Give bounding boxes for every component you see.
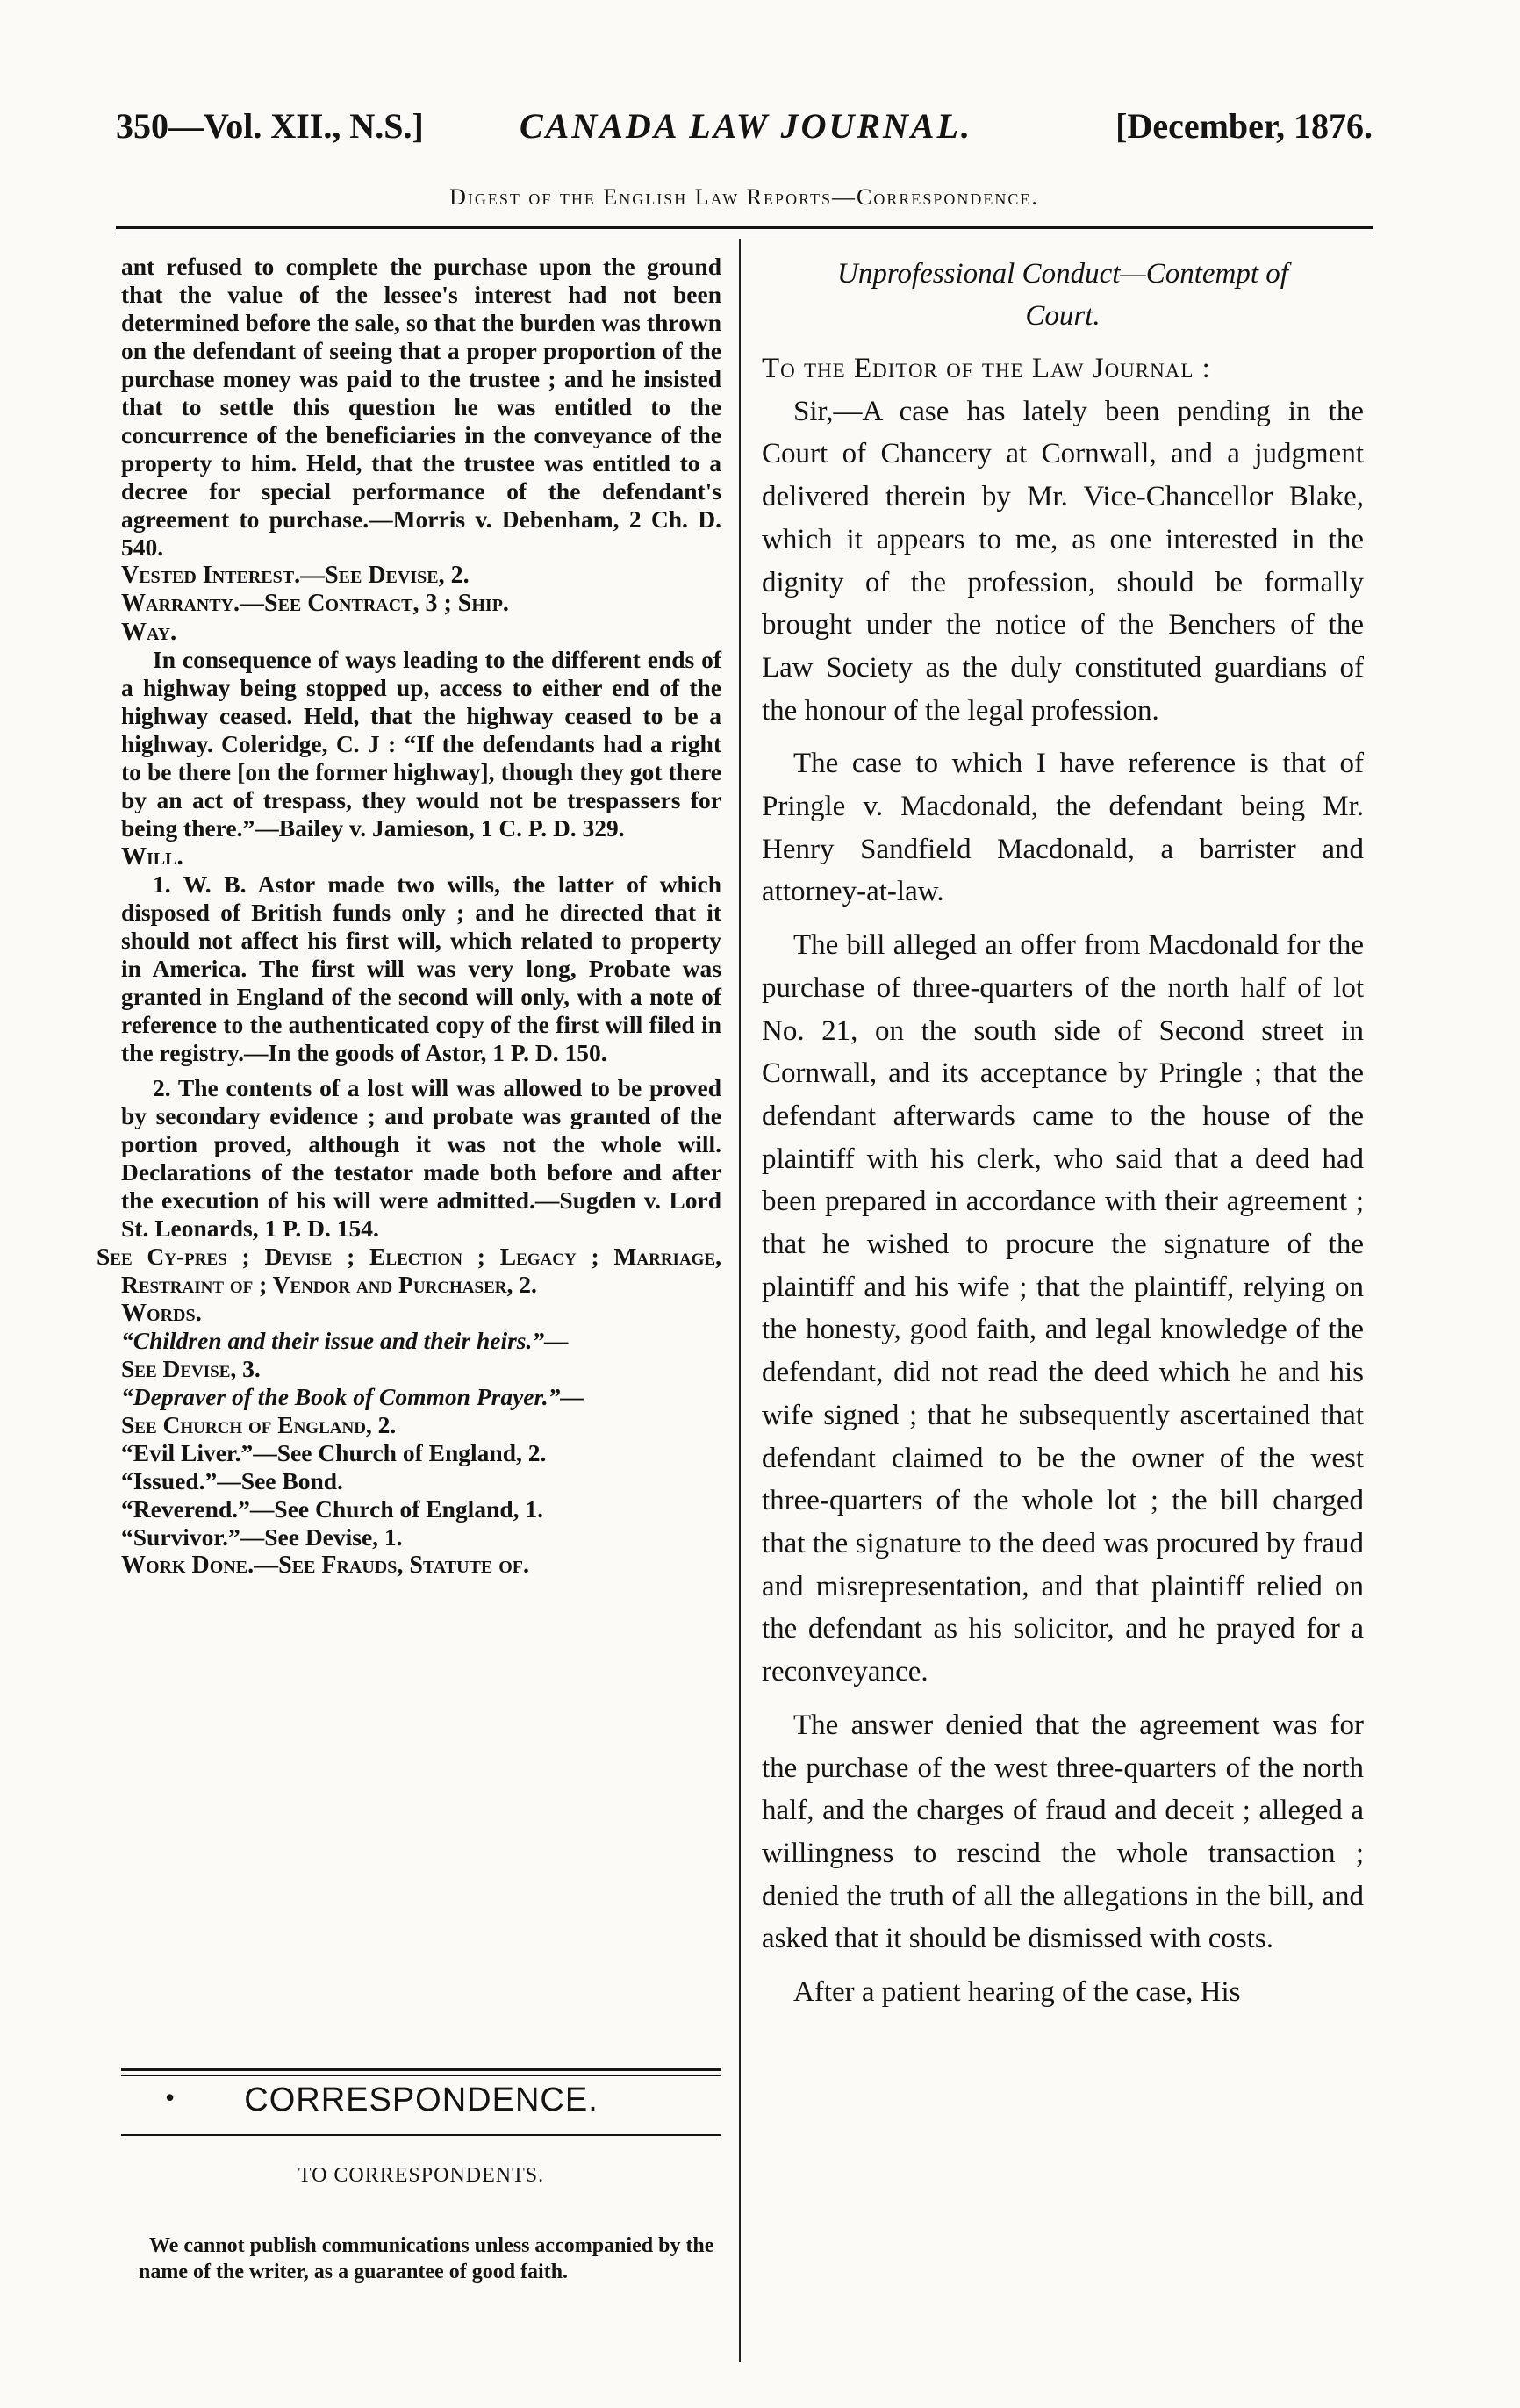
words-item-1-ref: See Devise, 3. bbox=[121, 1355, 261, 1382]
left-column bbox=[97, 253, 721, 1580]
entry-warranty: Warranty.—See Contract, 3 ; Ship. bbox=[121, 590, 509, 617]
journal-title: CANADA LAW JOURNAL. bbox=[520, 106, 973, 146]
entry-will-heading: Will. bbox=[121, 842, 183, 871]
letter-paragraph-1: Sir,—A case has lately been pending in the Court of Chancery at Cornwall, and a judgment delivered therein by Mr. Vice-Chancellor Blake, which it appears to me, as one interested in the dignity of the profession, should be formally brought under the notice of the Benchers of the Law Society as the duly constituted guardians of the honour of the legal profession. bbox=[762, 395, 1364, 727]
words-item-2-ref: See Church of England, 2. bbox=[121, 1411, 397, 1438]
words-item-4: “Issued.”—See Bond. bbox=[121, 1467, 343, 1494]
words-item-2 bbox=[121, 1383, 721, 1411]
words-item-1-text: “Children and their issue and their heirs.”— bbox=[121, 1327, 569, 1354]
issue-date: [December, 1876. bbox=[1115, 106, 1373, 146]
letter-paragraph-5: After a patient hearing of the case, His bbox=[793, 1976, 1241, 2009]
correspondence-heading: CORRESPONDENCE. bbox=[244, 2082, 599, 2118]
entry-way-heading: Way. bbox=[121, 618, 177, 646]
correspondence-note: We cannot publish communications unless accompanied by the name of the writer, as a guarantee of good faith. bbox=[139, 2234, 714, 2283]
digest-paragraph-trustee: ant refused to complete the purchase upon the ground that the value of the lessee's interest had not been determined before the sale, so that the burden was thrown on the defendant of seeing that a proper proportion of the purchase money was paid to the trustee ; and he insisted that to settle this question he was entitled to the concurrence of the beneficiaries in the conveyance of the property to him. Held, that the trustee was entitled to a decree for special performance of the defendant's agreement to purchase.—Morris v. Debenham, 2 Ch. D. 540. bbox=[121, 253, 721, 561]
entry-will-2: 2. The contents of a lost will was allowed to be proved by secondary evidence ; and probate was granted of the portion proved, although it was not the whole will. Declarations of the testator made both before and after the execution of his will were admitted.—Sugden v. Lord St. Leonards, 1 P. D. 154. bbox=[121, 1074, 721, 1242]
letter-title-line-2: Court. bbox=[1025, 300, 1101, 332]
column-divider bbox=[739, 239, 741, 2362]
words-item-2-text: “Depraver of the Book of Common Prayer.”— bbox=[121, 1383, 584, 1410]
letter-paragraph-2: The case to which I have reference is that of Pringle v. Macdonald, the defendant being Mr. Henry Sandfield Macdonald, a barrister and attorney-at-law. bbox=[762, 748, 1364, 908]
letter-paragraph-4: The answer denied that the agreement was for the purchase of the west three-quarters of the north half, and the charges of fraud and deceit ; alleged a willingness to rescind the whole transaction ; denied the truth of all the allegations in the bill, and asked that it should be dismissed with costs. bbox=[762, 1709, 1364, 1955]
words-item-6: “Survivor.”—See Devise, 1. bbox=[121, 1523, 403, 1551]
header-rule bbox=[116, 226, 1373, 233]
letter-title bbox=[762, 253, 1364, 337]
right-column bbox=[762, 253, 1364, 2025]
words-item-5: “Reverend.”—See Church of England, 1. bbox=[121, 1495, 544, 1523]
section-heading: Digest of the English Law Reports—Correspondence. bbox=[449, 184, 1039, 210]
to-correspondents-heading: TO CORRESPONDENTS. bbox=[298, 2164, 545, 2187]
page-volume-label: 350—Vol. XII., N.S.] bbox=[116, 106, 424, 146]
letter-title-line-1: Unprofessional Conduct—Contempt of bbox=[837, 258, 1288, 290]
bullet-mark: • bbox=[165, 2082, 176, 2113]
entry-way-text: In consequence of ways leading to the different ends of a highway being stopped up, access to either end of the highway ceased. Held, that the highway ceased to be a highway. Coleridge, C. J : “If the defendants had a right to be there [on the former highway], though they got there by an act of trespass, they would not be trespassers for being there.”—Bailey v. Jamieson, 1 C. P. D. 329. bbox=[121, 646, 721, 842]
letter-paragraph-3: The bill alleged an offer from Macdonald for the purchase of three-quarters of the north half of lot No. 21, on the south side of Second street in Cornwall, and its acceptance by Pringle ; that the defendant afterwards came to the house of the plaintiff with his clerk, who said that a deed had been prepared in accordance with their agreement ; that he wished to procure the signature of the plaintiff and his wife ; that the plaintiff, relying on the honesty, good faith, and legal knowledge of the defendant, did not read the deed which he and his wife signed ; that he subsequently ascertained that defendant claimed to be the owner of the west three-quarters of the whole lot ; the bill charged that the signature to the deed was procured by fraud and misrepresentation, and that plaintiff relied on the defendant as his solicitor, and he prayed for a reconveyance. bbox=[762, 929, 1364, 1688]
correspondence-subrule bbox=[121, 2134, 721, 2136]
entry-words-heading: Words. bbox=[121, 1299, 202, 1327]
words-item-1 bbox=[121, 1327, 721, 1355]
letter-salutation: To the Editor of the Law Journal : bbox=[762, 353, 1211, 384]
entry-will-1: 1. W. B. Astor made two wills, the latter of which disposed of British funds only ; and he directed that it should not affect his first will, which related to property in America. The first will was very long, Probate was granted in England of the second will only, with a note of reference to the authenticated copy of the first will filed in the registry.—In the goods of Astor, 1 P. D. 150. bbox=[121, 871, 721, 1066]
words-item-3: “Evil Liver.”—See Church of England, 2. bbox=[121, 1439, 547, 1466]
entry-will-see-also: See Cy-pres ; Devise ; Election ; Legacy ; Marriage, Restraint of ; Vendor and Purchaser, 2. bbox=[97, 1243, 721, 1298]
running-header bbox=[116, 98, 1373, 151]
entry-vested-interest: Vested Interest.—See Devise, 2. bbox=[121, 562, 470, 589]
entry-work-done: Work Done.—See Frauds, Statute of. bbox=[121, 1552, 529, 1579]
correspondence-rule bbox=[121, 2068, 721, 2076]
